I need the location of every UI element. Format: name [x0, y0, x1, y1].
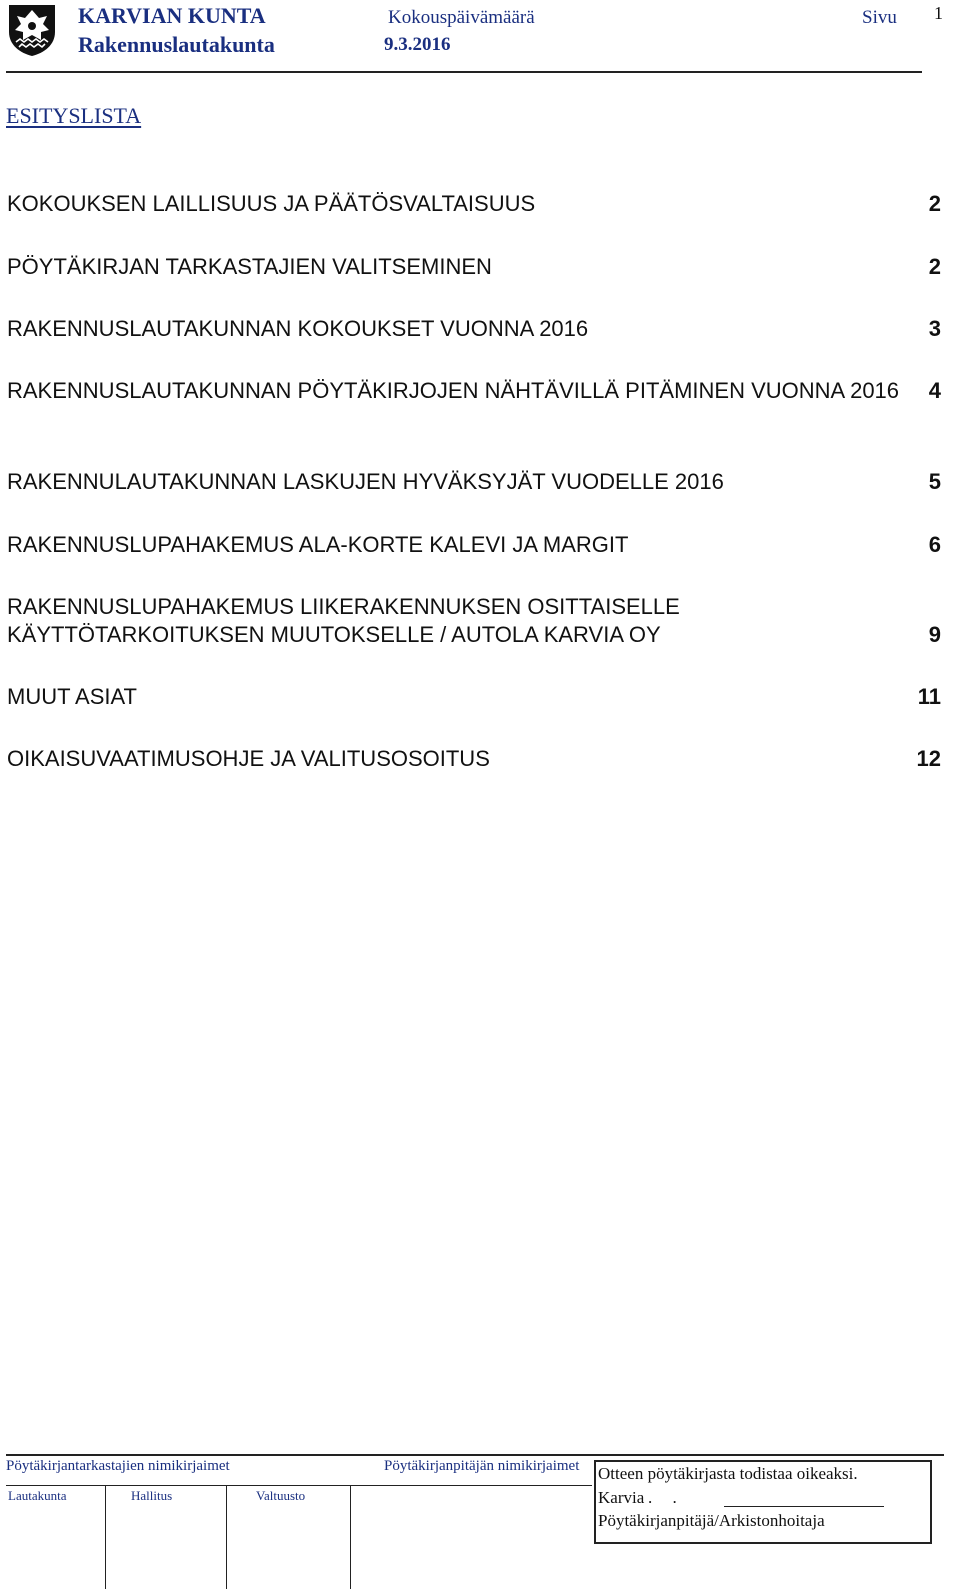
footer-columns-divider: [6, 1485, 592, 1486]
toc-entry-title: MUUT ASIAT: [7, 684, 137, 709]
toc-entry-title: OIKAISUVAATIMUSOHJE JA VALITUSOSOITUS: [7, 746, 490, 771]
footer-column-separator: [226, 1485, 227, 1589]
certification-box: [594, 1460, 932, 1544]
footer-column-separator: [105, 1485, 106, 1589]
agenda-title: ESITYSLISTA: [6, 103, 142, 128]
toc-entry[interactable]: [7, 190, 941, 218]
toc-entry[interactable]: [7, 315, 941, 343]
board-name: Rakennuslautakunta: [78, 32, 275, 57]
toc-entry[interactable]: [7, 683, 941, 711]
toc-entry-title: RAKENNUSLAUTAKUNNAN KOKOUKSET VUONNA 2016: [7, 316, 589, 341]
page-number: 1: [934, 3, 943, 23]
page-label: Sivu: [862, 7, 897, 28]
certification-date-placeholder: . .: [648, 1488, 685, 1507]
toc-entry-page: 11: [917, 684, 941, 709]
toc-entry[interactable]: [7, 253, 941, 281]
municipal-crest-icon: [6, 2, 58, 58]
toc-entry-title: KOKOUKSEN LAILLISUUS JA PÄÄTÖSVALTAISUUS: [7, 191, 536, 216]
organization-name: KARVIAN KUNTA: [78, 3, 266, 28]
toc-entry-page: 2: [928, 254, 941, 279]
footer-column-council: Valtuusto: [256, 1488, 306, 1503]
toc-entry-page: 5: [928, 469, 941, 494]
meeting-date-value: 9.3.2016: [384, 34, 451, 55]
inspectors-initials-label: Pöytäkirjantarkastajien nimikirjaimet: [6, 1458, 230, 1474]
footer-column-separator: [350, 1485, 351, 1589]
secretary-initials-label: Pöytäkirjanpitäjän nimikirjaimet: [384, 1458, 580, 1474]
toc-entry[interactable]: [7, 377, 941, 405]
footer-divider: [6, 1454, 944, 1456]
toc-entry-page: 12: [916, 746, 941, 771]
toc-entry[interactable]: [7, 593, 941, 649]
signature-line: [724, 1506, 884, 1507]
toc-entry-page: 2: [928, 191, 941, 216]
toc-entry[interactable]: [7, 531, 941, 559]
certification-statement: Otteen pöytäkirjasta todistaa oikeaksi.: [598, 1464, 858, 1483]
footer-column-board: Lautakunta: [8, 1488, 67, 1503]
toc-entry-title: RAKENNUSLUPAHAKEMUS LIIKERAKENNUKSEN OSITTAISELLE KÄYTTÖTARKOITUKSEN MUUTOKSELLE / AUTOLA KARVIA OY: [7, 594, 680, 647]
toc-entry[interactable]: [7, 745, 941, 773]
certification-place: Karvia: [598, 1488, 645, 1507]
header-divider: [6, 71, 922, 73]
meeting-date-label: Kokouspäivämäärä: [388, 7, 535, 28]
certification-signer: Pöytäkirjanpitäjä/Arkistonhoitaja: [598, 1511, 825, 1530]
toc-entry-title: RAKENNULAUTAKUNNAN LASKUJEN HYVÄKSYJÄT VUODELLE 2016: [7, 469, 724, 494]
toc-entry[interactable]: [7, 468, 941, 496]
toc-entry-title: RAKENNUSLUPAHAKEMUS ALA-KORTE KALEVI JA MARGIT: [7, 532, 629, 557]
toc-entry-page: 9: [928, 622, 941, 647]
toc-entry-page: 3: [928, 316, 941, 341]
toc-entry-page: 6: [928, 532, 941, 557]
toc-entry-page: 4: [928, 378, 941, 403]
toc-entry-title: RAKENNUSLAUTAKUNNAN PÖYTÄKIRJOJEN NÄHTÄVILLÄ PITÄMINEN VUONNA 2016: [7, 378, 900, 403]
footer-column-government: Hallitus: [131, 1488, 173, 1503]
toc-entry-title: PÖYTÄKIRJAN TARKASTAJIEN VALITSEMINEN: [7, 254, 492, 279]
